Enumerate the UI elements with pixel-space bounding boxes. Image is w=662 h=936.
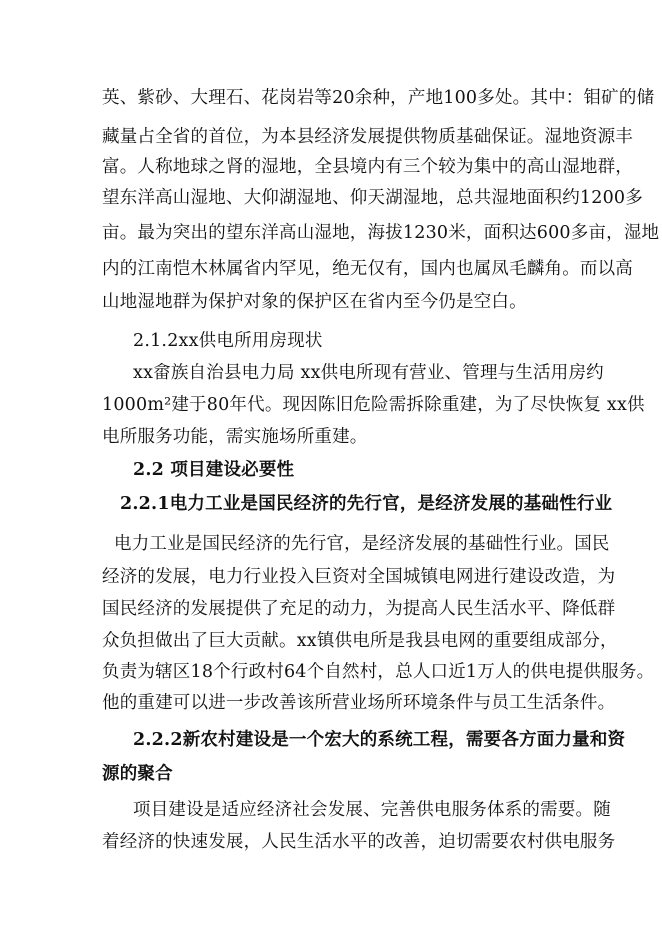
paragraph-line: 负责为辖区18个行政村64个自然村，总人口近1万人的供电提供服务。 [102, 662, 655, 682]
paragraph-line: 电力工业是国民经济的先行官，是经济发展的基础性行业。国民 [114, 534, 610, 554]
paragraph-line: 他的重建可以进一步改善该所营业场所环境条件与员工生活条件。 [102, 693, 616, 713]
paragraph-line: 富。人称地球之肾的湿地，全县境内有三个较为集中的高山湿地群， [102, 157, 633, 177]
paragraph-line: 电所服务功能，需实施场所重建。 [102, 427, 368, 447]
paragraph-line: 亩。最为突出的望东洋高山湿地，海拔1230米，面积达600多亩，湿地 [102, 223, 660, 243]
section-heading-2-1-2: 2.1.2xx供电所用房现状 [133, 331, 323, 351]
paragraph-line: 山地湿地群为保护对象的保护区在省内至今仍是空白。 [102, 292, 527, 312]
section-heading-2-2: 2.2 项目建设必要性 [133, 460, 295, 480]
paragraph-line: 着经济的快速发展，人民生活水平的改善，迫切需要农村供电服务 [102, 832, 616, 852]
paragraph-line: 国民经济的发展提供了充足的动力，为提高人民生活水平、降低群 [102, 599, 616, 619]
paragraph-line: 项目建设是适应经济社会发展、完善供电服务体系的需要。随 [133, 800, 611, 820]
paragraph-line: 望东洋高山湿地、大仰湖湿地、仰天湖湿地，总共湿地面积约1200多 [102, 188, 643, 208]
section-heading-2-2-1: 2.2.1电力工业是国民经济的先行官，是经济发展的基础性行业 [120, 494, 613, 514]
paragraph-line: 1000m²建于80年代。现因陈旧危险需拆除重建，为了尽快恢复 xx供 [102, 395, 645, 415]
section-heading-2-2-2-continued: 源的聚合 [102, 764, 173, 784]
paragraph-line: xx畲族自治县电力局 xx供电所现有营业、管理与生活用房约 [133, 363, 604, 383]
paragraph-line: 众负担做出了巨大贡献。xx镇供电所是我县电网的重要组成部分， [102, 631, 618, 651]
paragraph-line: 英、紫砂、大理石、花岗岩等20余种，产地100多处。其中：钼矿的储 [102, 88, 655, 108]
paragraph-line: 藏量占全省的首位，为本县经济发展提供物质基础保证。湿地资源丰 [102, 127, 633, 147]
section-heading-2-2-2: 2.2.2新农村建设是一个宏大的系统工程，需要各方面力量和资 [133, 730, 626, 750]
paragraph-line: 内的江南恺木林属省内罕见，绝无仅有，国内也属凤毛麟角。而以高 [102, 259, 633, 279]
paragraph-line: 经济的发展，电力行业投入巨资对全国城镇电网进行建设改造，为 [102, 567, 616, 587]
